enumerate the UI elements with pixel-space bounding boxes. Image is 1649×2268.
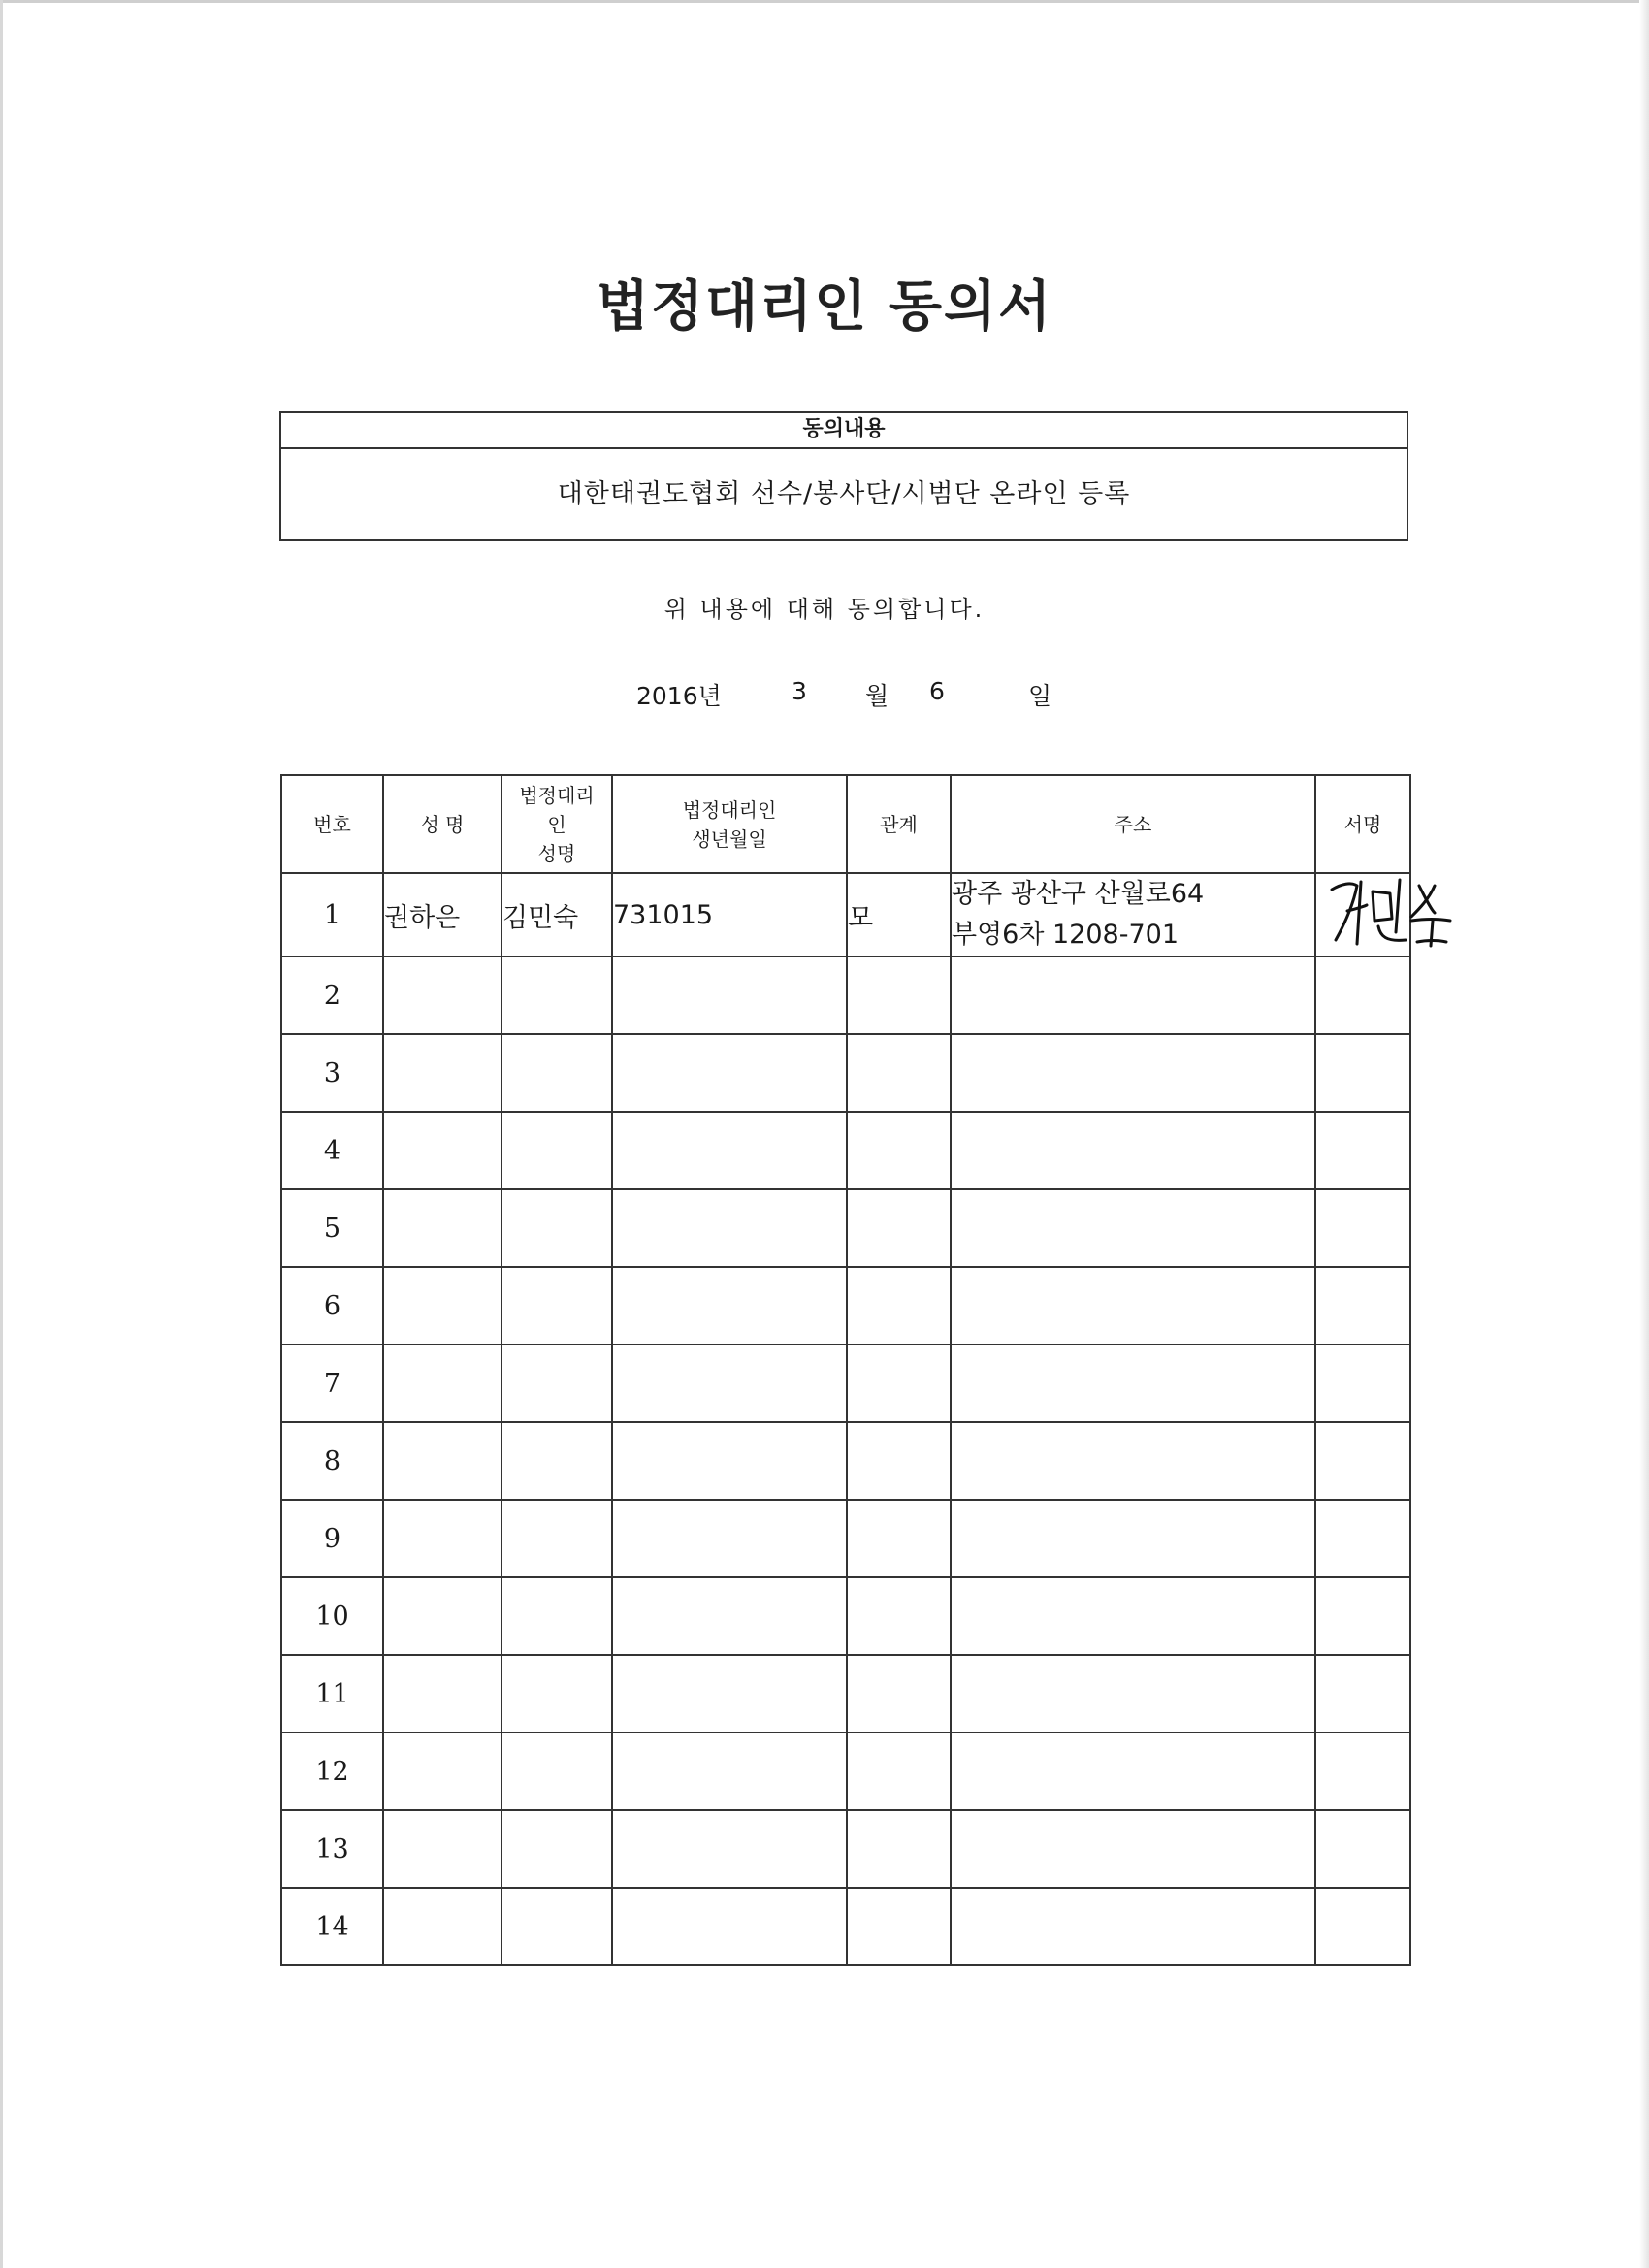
cell-name	[383, 1733, 501, 1810]
cell-name	[383, 956, 501, 1034]
cell-guardian-name	[501, 1888, 612, 1965]
cell-address	[951, 1034, 1315, 1112]
address-line: 광주 광산구 산월로64	[952, 879, 1205, 909]
header-relation: 관계	[847, 775, 951, 873]
cell-relation: 모	[847, 873, 951, 956]
cell-signature	[1315, 1577, 1410, 1655]
cell-relation	[847, 1733, 951, 1810]
table-row	[281, 1422, 1410, 1500]
cell-guardian-birth	[612, 1655, 847, 1733]
header-guardian-birth-line: 법정대리인	[682, 797, 777, 822]
cell-name	[383, 1888, 501, 1965]
cell-name	[383, 1189, 501, 1267]
cell-address	[951, 1112, 1315, 1189]
cell-name	[383, 1500, 501, 1577]
table-row	[281, 1655, 1410, 1733]
cell-guardian-birth	[612, 1810, 847, 1888]
cell-signature	[1315, 873, 1410, 956]
table-row	[281, 1577, 1410, 1655]
cell-address	[951, 1422, 1315, 1500]
table-row	[281, 1733, 1410, 1810]
date-line	[0, 677, 1649, 716]
cell-name	[383, 1345, 501, 1422]
cell-guardian-birth	[612, 1267, 847, 1345]
cell-signature	[1315, 1267, 1410, 1345]
cell-name	[383, 1577, 501, 1655]
row-number: 7	[281, 1345, 383, 1422]
cell-signature	[1315, 1345, 1410, 1422]
table-row	[281, 1034, 1410, 1112]
row-number: 5	[281, 1189, 383, 1267]
cell-guardian-name	[501, 1655, 612, 1733]
table-row	[281, 1888, 1410, 1965]
row-number: 14	[281, 1888, 383, 1965]
cell-relation	[847, 956, 951, 1034]
row-number: 2	[281, 956, 383, 1034]
table-row	[281, 1189, 1410, 1267]
cell-guardian-birth	[612, 1189, 847, 1267]
cell-signature	[1315, 1733, 1410, 1810]
guardian-table	[280, 774, 1411, 1966]
cell-relation	[847, 1655, 951, 1733]
header-name: 성 명	[383, 775, 501, 873]
cell-address	[951, 873, 1315, 956]
cell-signature	[1315, 1888, 1410, 1965]
cell-relation	[847, 1189, 951, 1267]
date-year: 2016년	[636, 682, 722, 710]
cell-guardian-name	[501, 1112, 612, 1189]
cell-guardian-birth: 731015	[612, 873, 847, 956]
cell-signature	[1315, 1810, 1410, 1888]
header-address: 주소	[951, 775, 1315, 873]
table-row	[281, 1112, 1410, 1189]
header-signature: 서명	[1315, 775, 1410, 873]
table-row	[281, 1267, 1410, 1345]
cell-relation	[847, 1267, 951, 1345]
cell-name	[383, 1655, 501, 1733]
handwritten-signature	[1318, 862, 1464, 959]
consent-box	[279, 411, 1408, 541]
header-guardian-name	[501, 775, 612, 873]
cell-guardian-birth	[612, 1577, 847, 1655]
cell-relation	[847, 1500, 951, 1577]
row-number: 10	[281, 1577, 383, 1655]
table-row	[281, 1500, 1410, 1577]
cell-signature	[1315, 1034, 1410, 1112]
consent-body: 대한태권도협회 선수/봉사단/시범단 온라인 등록	[557, 479, 1131, 509]
row-number: 3	[281, 1034, 383, 1112]
cell-relation	[847, 1034, 951, 1112]
cell-guardian-birth	[612, 956, 847, 1034]
cell-relation	[847, 1810, 951, 1888]
cell-name	[383, 1112, 501, 1189]
agree-statement: 위 내용에 대해 동의합니다.	[663, 596, 986, 623]
date-month-unit: 월	[865, 682, 889, 710]
cell-name	[383, 1422, 501, 1500]
cell-name: 권하은	[383, 873, 501, 956]
cell-address	[951, 1267, 1315, 1345]
header-guardian-birth	[612, 775, 847, 873]
cell-guardian-name	[501, 1034, 612, 1112]
cell-relation	[847, 1577, 951, 1655]
cell-signature	[1315, 1500, 1410, 1577]
header-guardian-name-line: 인	[547, 812, 566, 836]
cell-guardian-name	[501, 1422, 612, 1500]
cell-guardian-name	[501, 1189, 612, 1267]
cell-relation	[847, 1888, 951, 1965]
page-edge	[0, 0, 1649, 3]
cell-guardian-name	[501, 1577, 612, 1655]
cell-signature	[1315, 1655, 1410, 1733]
cell-guardian-birth	[612, 1034, 847, 1112]
cell-guardian-name	[501, 1810, 612, 1888]
cell-guardian-name	[501, 1345, 612, 1422]
row-number: 13	[281, 1810, 383, 1888]
cell-signature	[1315, 956, 1410, 1034]
row-number: 9	[281, 1500, 383, 1577]
cell-signature	[1315, 1189, 1410, 1267]
cell-guardian-name	[501, 1267, 612, 1345]
cell-address	[951, 1500, 1315, 1577]
table-header-row	[281, 775, 1410, 873]
row-number: 4	[281, 1112, 383, 1189]
cell-address	[951, 1655, 1315, 1733]
date-month: 3	[792, 677, 807, 705]
header-guardian-name-line: 법정대리	[519, 783, 595, 807]
row-number: 11	[281, 1655, 383, 1733]
date-day-unit: 일	[1028, 682, 1052, 710]
cell-guardian-birth	[612, 1112, 847, 1189]
date-day: 6	[929, 677, 945, 705]
row-number: 6	[281, 1267, 383, 1345]
cell-signature	[1315, 1422, 1410, 1500]
cell-guardian-birth	[612, 1888, 847, 1965]
cell-guardian-birth	[612, 1422, 847, 1500]
header-guardian-name-line: 성명	[537, 841, 576, 865]
table-row	[281, 873, 1410, 956]
cell-guardian-name	[501, 956, 612, 1034]
document-title: 법정대리인 동의서	[596, 275, 1053, 339]
cell-address	[951, 1577, 1315, 1655]
cell-name	[383, 1267, 501, 1345]
cell-guardian-birth	[612, 1500, 847, 1577]
row-number: 1	[281, 873, 383, 956]
cell-address	[951, 1810, 1315, 1888]
table-row	[281, 1810, 1410, 1888]
cell-name	[383, 1810, 501, 1888]
cell-name	[383, 1034, 501, 1112]
row-number: 8	[281, 1422, 383, 1500]
header-guardian-birth-line: 생년월일	[692, 826, 767, 851]
cell-guardian-name: 김민숙	[501, 873, 612, 956]
consent-header: 동의내용	[281, 413, 1406, 449]
cell-address	[951, 1733, 1315, 1810]
cell-relation	[847, 1112, 951, 1189]
table-row	[281, 956, 1410, 1034]
cell-guardian-birth	[612, 1345, 847, 1422]
cell-address	[951, 1888, 1315, 1965]
cell-guardian-name	[501, 1500, 612, 1577]
cell-relation	[847, 1422, 951, 1500]
header-number: 번호	[281, 775, 383, 873]
cell-guardian-name	[501, 1733, 612, 1810]
cell-guardian-birth	[612, 1733, 847, 1810]
cell-address	[951, 1189, 1315, 1267]
cell-signature	[1315, 1112, 1410, 1189]
cell-address	[951, 956, 1315, 1034]
cell-address	[951, 1345, 1315, 1422]
address-line: 부영6차 1208-701	[952, 920, 1179, 950]
table-row	[281, 1345, 1410, 1422]
cell-relation	[847, 1345, 951, 1422]
row-number: 12	[281, 1733, 383, 1810]
